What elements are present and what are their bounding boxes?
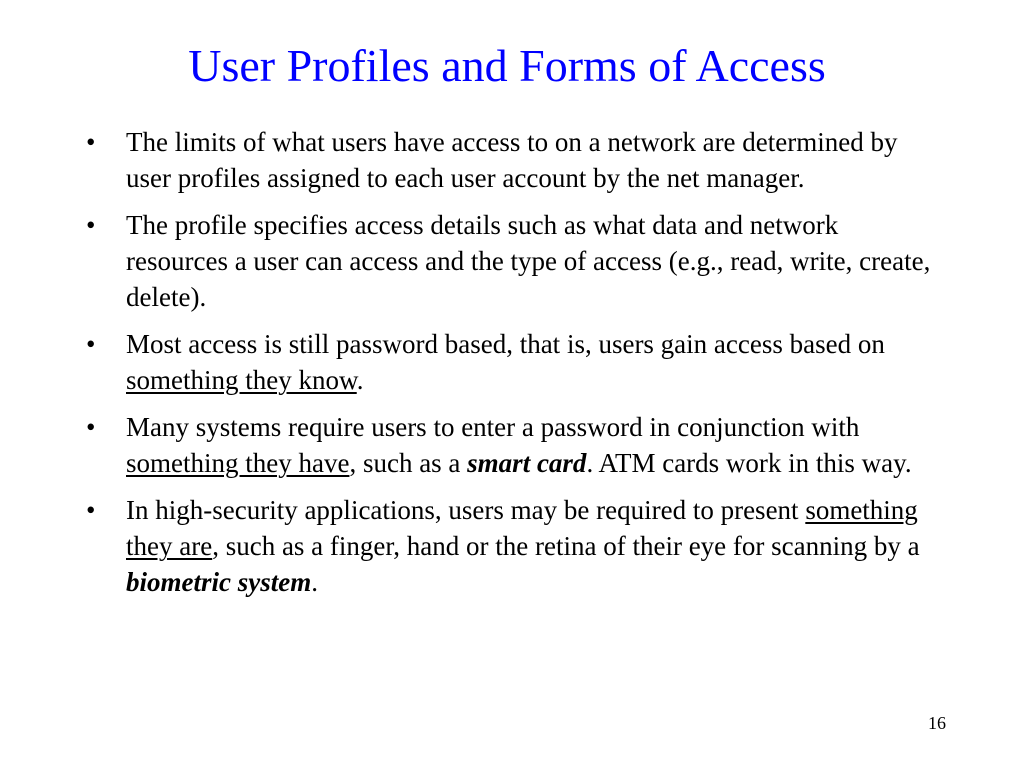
bullet-list bbox=[86, 124, 946, 611]
bullet-text-after: . bbox=[356, 365, 364, 395]
bullet-text-after: . ATM cards work in this way. bbox=[586, 448, 912, 478]
bullet-marker: • bbox=[86, 210, 96, 240]
underlined-phrase: something they are bbox=[126, 495, 918, 561]
page-number: 16 bbox=[928, 713, 946, 733]
bullet-text: The limits of what users have access to on a network are determined by user profiles assigned to each user account by the net manager. bbox=[126, 127, 898, 193]
underlined-phrase: something they know bbox=[126, 365, 357, 395]
bullet-text: The profile specifies access details such as what data and network resources a user can access and the type of access (e.g., read, write, create, delete). bbox=[126, 210, 931, 312]
underlined-phrase: something they have bbox=[126, 448, 350, 478]
bullet-item bbox=[86, 207, 946, 315]
emphasized-term: biometric system bbox=[126, 567, 312, 597]
bullet-item bbox=[86, 492, 946, 600]
bullet-text-before: Many systems require users to enter a password in conjunction with bbox=[126, 412, 860, 442]
bullet-item bbox=[86, 326, 946, 398]
bullet-text-middle: , such as a finger, hand or the retina of their eye for scanning by a bbox=[212, 531, 920, 561]
bullet-text-before: In high-security applications, users may be required to present bbox=[126, 495, 806, 525]
bullet-item bbox=[86, 124, 946, 196]
bullet-text-after: . bbox=[311, 567, 318, 597]
bullet-marker: • bbox=[86, 127, 96, 157]
slide-title: User Profiles and Forms of Access bbox=[188, 40, 826, 91]
bullet-marker: • bbox=[86, 412, 96, 442]
bullet-marker: • bbox=[86, 329, 96, 359]
bullet-text-middle: , such as a bbox=[349, 448, 468, 478]
bullet-item bbox=[86, 409, 946, 481]
emphasized-term: smart card bbox=[467, 448, 587, 478]
bullet-marker: • bbox=[86, 495, 96, 525]
bullet-text-before: Most access is still password based, that is, users gain access based on bbox=[126, 329, 885, 359]
